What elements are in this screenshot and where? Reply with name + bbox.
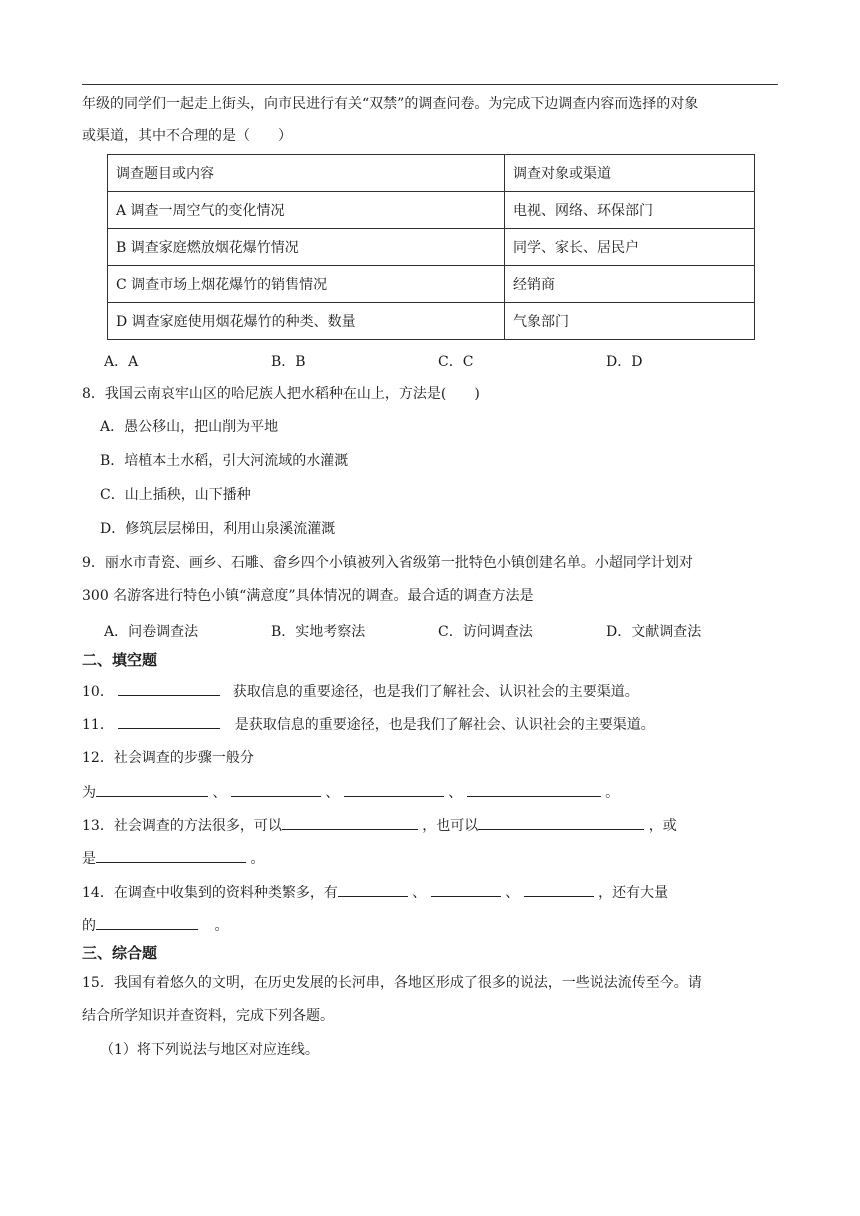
q12-blank-4[interactable] <box>467 782 601 797</box>
q14-end: 。 <box>214 918 229 934</box>
section-heading-fill-blank: 二、填空题 <box>82 651 158 669</box>
q12-end: 。 <box>605 785 620 801</box>
table-row <box>108 192 755 229</box>
section-heading-comprehensive: 三、综合题 <box>82 944 158 962</box>
table-cell: 经销商 <box>505 266 755 303</box>
q11-text: 是获取信息的重要途径，也是我们了解社会、认识社会的主要渠道。 <box>234 717 655 733</box>
q9-option-a[interactable]: A．问卷调查法 <box>104 624 199 640</box>
table-cell: D 调查家庭使用烟花爆竹的种类、数量 <box>108 303 505 340</box>
q13-line2 <box>82 848 264 869</box>
q13-prefix: 是 <box>82 851 96 867</box>
q13-blank-3[interactable] <box>96 848 246 863</box>
q13-end: 。 <box>250 851 265 867</box>
q15-subquestion-1: （1）将下列说法与地区对应连线。 <box>100 1042 319 1058</box>
table-header-cell: 调查对象或渠道 <box>505 155 755 192</box>
q12-blank-3[interactable] <box>344 782 444 797</box>
table-header-cell: 调查题目或内容 <box>108 155 505 192</box>
q13-line1 <box>82 815 677 836</box>
q12-text-line1: 12．社会调查的步骤一般分 <box>82 750 254 766</box>
q13-text-c: ，或 <box>648 818 677 834</box>
q10 <box>82 681 639 702</box>
q7-option-a[interactable]: A．A <box>104 354 139 370</box>
q9-option-d[interactable]: D．文献调查法 <box>606 624 702 640</box>
q10-blank[interactable] <box>118 681 220 696</box>
q14-blank-2[interactable] <box>431 882 501 897</box>
q9-text-line1: 9．丽水市青瓷、画乡、石雕、畲乡四个小镇被列入省级第一批特色小镇创建名单。小超同学计划对 <box>82 555 693 571</box>
q7-text-line1: 年级的同学们一起走上街头，向市民进行有关“双禁”的调查问卷。为完成下边调查内容而选择的对象 <box>82 96 699 112</box>
table-row <box>108 266 755 303</box>
q14-sep: 、 <box>412 885 427 901</box>
q10-number: 10． <box>82 684 114 700</box>
q11-number: 11． <box>82 717 114 733</box>
q11 <box>82 714 655 735</box>
table-cell: C 调查市场上烟花爆竹的销售情况 <box>108 266 505 303</box>
table-header-row <box>108 155 755 192</box>
q14-blank-4[interactable] <box>96 915 198 930</box>
table-cell: 电视、网络、环保部门 <box>505 192 755 229</box>
q9-option-b[interactable]: B．实地考察法 <box>271 624 366 640</box>
q13-text-b: ，也可以 <box>422 818 479 834</box>
q8-stem: 8．我国云南哀牢山区的哈尼族人把水稻种在山上，方法是( ) <box>82 386 480 402</box>
q12-prefix: 为 <box>82 785 96 801</box>
q14-line1 <box>82 882 668 903</box>
table-cell: B 调查家庭燃放烟花爆竹情况 <box>108 229 505 266</box>
q12-line2 <box>82 782 619 803</box>
q7-option-b[interactable]: B．B <box>271 354 306 370</box>
q10-text: 获取信息的重要途径，也是我们了解社会、认识社会的主要渠道。 <box>232 684 639 700</box>
q8-option-d[interactable]: D．修筑层层梯田，利用山泉溪流灌溉 <box>100 521 336 537</box>
q9-text-line2: 300 名游客进行特色小镇“满意度”具体情况的调查。最合适的调查方法是 <box>82 588 534 604</box>
q12-sep: 、 <box>448 785 463 801</box>
header-rule <box>82 84 778 85</box>
q11-blank[interactable] <box>118 714 220 729</box>
table-cell: 气象部门 <box>505 303 755 340</box>
table-cell: 同学、家长、居民户 <box>505 229 755 266</box>
table-cell: A 调查一周空气的变化情况 <box>108 192 505 229</box>
q8-option-a[interactable]: A．愚公移山，把山削为平地 <box>100 419 279 435</box>
q8-option-b[interactable]: B．培植本土水稻，引大河流域的水灌溉 <box>100 453 349 469</box>
q12-sep: 、 <box>212 785 227 801</box>
q13-blank-1[interactable] <box>282 815 418 830</box>
q12-blank-1[interactable] <box>96 782 208 797</box>
q15-text-line2: 结合所学知识并查资料，完成下列各题。 <box>82 1008 334 1024</box>
q7-option-c[interactable]: C．C <box>438 354 474 370</box>
q13-text-a: 13．社会调查的方法很多，可以 <box>82 818 282 834</box>
q12-blank-2[interactable] <box>231 782 321 797</box>
q8-option-c[interactable]: C．山上插秧，山下播种 <box>100 487 251 503</box>
q14-blank-1[interactable] <box>338 882 408 897</box>
q14-prefix: 的 <box>82 918 96 934</box>
survey-table <box>107 154 755 340</box>
q12-sep: 、 <box>325 785 340 801</box>
q14-line2 <box>82 915 228 936</box>
q7-option-d[interactable]: D．D <box>606 354 643 370</box>
q14-text-c: ，还有大量 <box>598 885 669 901</box>
q9-option-c[interactable]: C．访问调查法 <box>438 624 533 640</box>
q13-blank-2[interactable] <box>478 815 644 830</box>
q7-text-line2: 或渠道，其中不合理的是（ ） <box>82 128 292 144</box>
q14-text-a: 14．在调查中收集到的资料种类繁多，有 <box>82 885 338 901</box>
q14-sep: 、 <box>505 885 520 901</box>
q14-blank-3[interactable] <box>524 882 594 897</box>
table-row <box>108 229 755 266</box>
q15-text-line1: 15．我国有着悠久的文明，在历史发展的长河串，各地区形成了很多的说法，一些说法流传至今。请 <box>82 975 702 991</box>
table-row <box>108 303 755 340</box>
